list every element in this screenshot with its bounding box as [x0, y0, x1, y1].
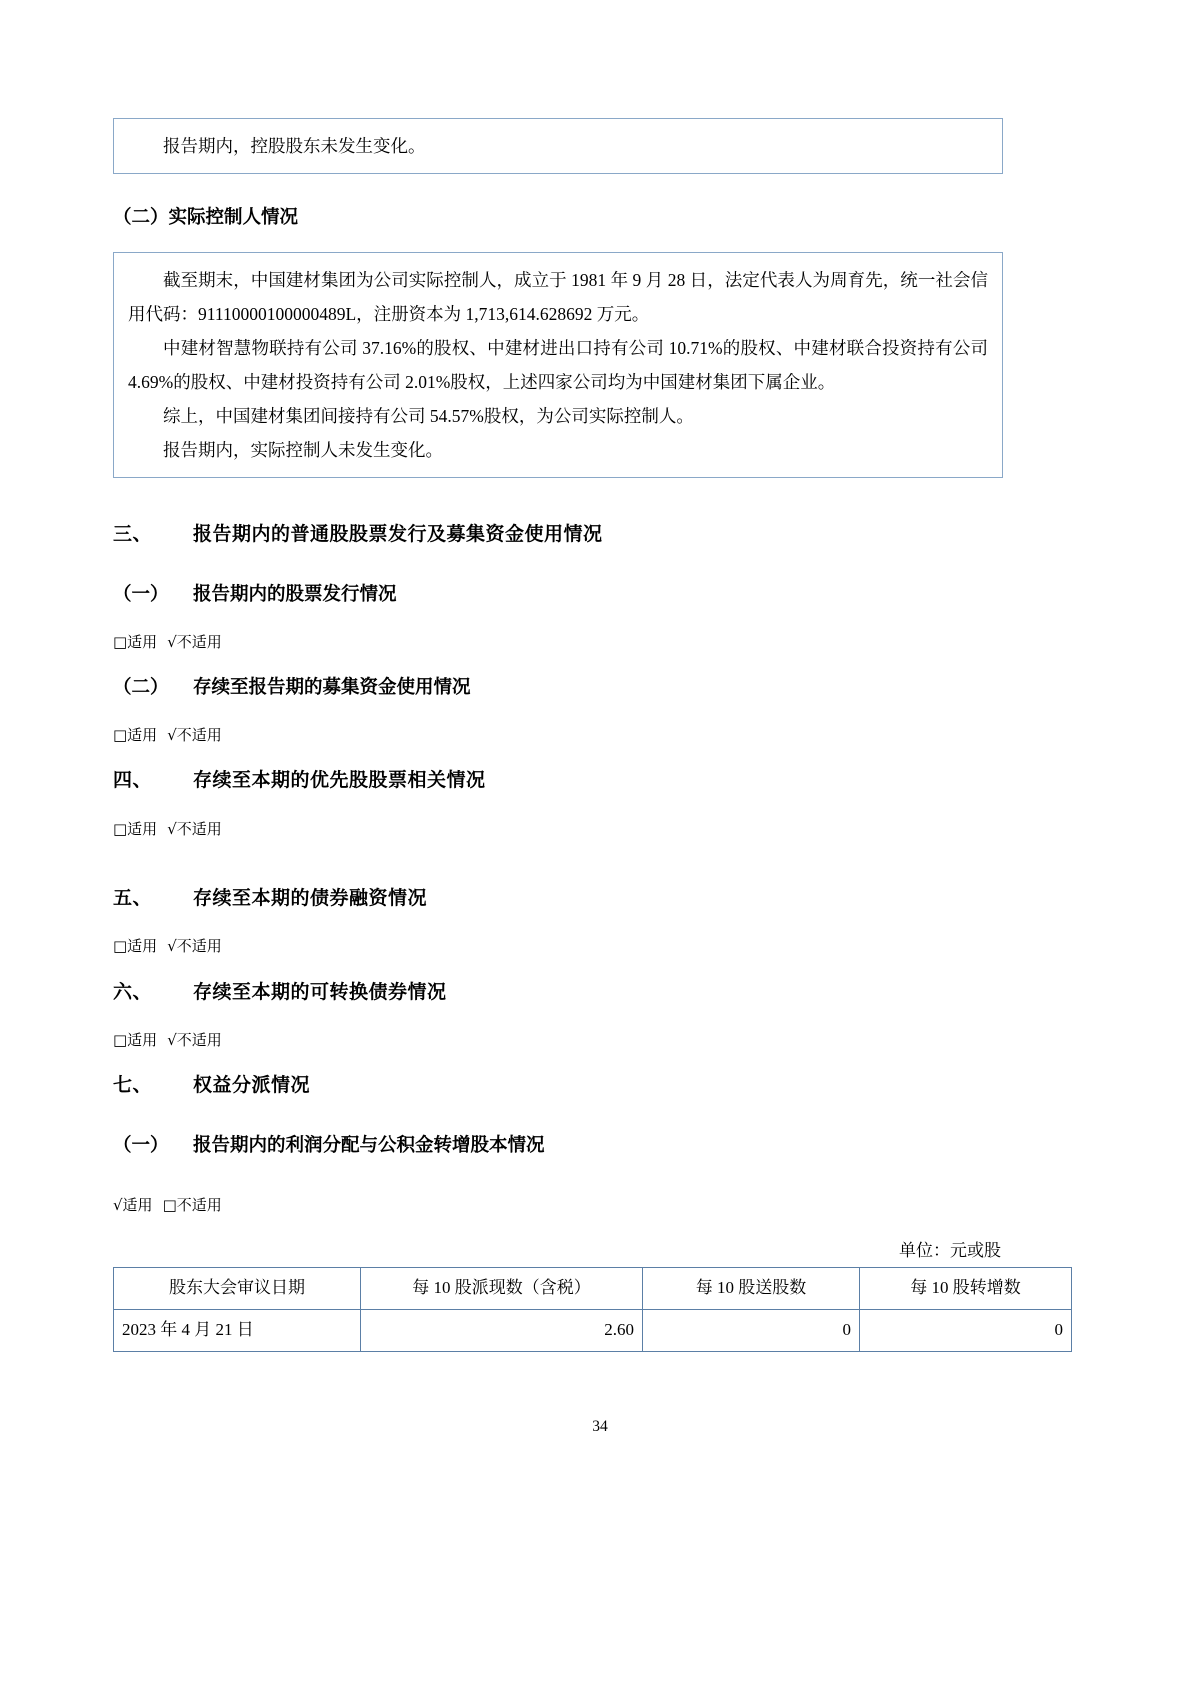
checkbox-not-applicable[interactable]: √不适用: [167, 1030, 222, 1049]
section-seven-sub-one-number: （一）: [113, 1135, 169, 1156]
actual-controller-paragraph-3: 综上，中国建材集团间接持有公司 54.57%股权，为公司实际控制人。: [163, 406, 694, 427]
checkbox-applicable[interactable]: □适用: [113, 1030, 158, 1049]
section-three-sub-two-number: （二）: [113, 677, 169, 698]
page-content: [113, 118, 1063, 1352]
section-six-number: 六、: [113, 981, 153, 1003]
section-six-title: 存续至本期的可转换债券情况: [193, 981, 447, 1003]
section-three-number: 三、: [113, 524, 153, 546]
section-four-applicability: [113, 815, 1003, 842]
section-six-applicability: [113, 1026, 1003, 1053]
section-seven-sub-one-heading: [113, 1132, 1003, 1162]
checkbox-applicable[interactable]: □适用: [113, 937, 158, 956]
section-four-number: 四、: [113, 770, 153, 792]
cell-cash-dividend: 2.60: [361, 1310, 643, 1352]
checkbox-applicable[interactable]: □适用: [113, 726, 158, 745]
section-three-sub-two-title: 存续至报告期的募集资金使用情况: [193, 677, 471, 698]
section-three-sub-one-heading: [113, 581, 1003, 611]
cell-capitalized-shares: 0: [860, 1310, 1072, 1352]
checkbox-applicable[interactable]: □适用: [113, 819, 158, 838]
dividend-distribution-table: [113, 1267, 1072, 1352]
column-header-cash-dividend: 每 10 股派现数（含税）: [361, 1268, 643, 1310]
actual-controller-paragraph-4: 报告期内，实际控制人未发生变化。: [163, 440, 443, 461]
section-seven-title: 权益分派情况: [193, 1075, 311, 1097]
checkbox-applicable[interactable]: □适用: [113, 633, 158, 652]
checkbox-not-applicable[interactable]: √不适用: [167, 937, 222, 956]
checkbox-not-applicable[interactable]: □不适用: [162, 1196, 222, 1215]
section-three-heading: [113, 520, 1003, 550]
page-number: 34: [592, 1418, 608, 1435]
section-three-sub-two-heading: [113, 674, 1003, 704]
section-five-number: 五、: [113, 888, 153, 909]
dividend-table-unit-label: 单位：元或股: [899, 1241, 1001, 1261]
section-seven-sub-one-applicability: [113, 1191, 1003, 1218]
section-three-sub-one-title: 报告期内的股票发行情况: [193, 584, 397, 605]
section-three-title: 报告期内的普通股股票发行及募集资金使用情况: [193, 524, 603, 546]
column-header-meeting-date: 股东大会审议日期: [114, 1268, 361, 1310]
section-four-title: 存续至本期的优先股股票相关情况: [193, 770, 486, 792]
section-five-applicability: [113, 932, 1003, 959]
section-five-title: 存续至本期的债券融资情况: [193, 888, 428, 909]
section-seven-sub-one-title: 报告期内的利润分配与公积金转增股本情况: [193, 1135, 545, 1156]
checkbox-not-applicable[interactable]: √不适用: [167, 819, 222, 838]
checkbox-not-applicable[interactable]: √不适用: [167, 633, 222, 652]
actual-controller-paragraph-1: 截至期末，中国建材集团为公司实际控制人，成立于 1981 年 9 月 28 日，法定代表人为周育先，统一社会信用代码：91110000100000489L，注册资本为 1,713,614.628692 万元。: [128, 269, 988, 324]
table-row: [114, 1310, 1072, 1352]
column-header-capitalized-shares: 每 10 股转增数: [860, 1268, 1072, 1310]
section-three-sub-two-applicability: [113, 721, 1003, 748]
table-header-row: [114, 1268, 1072, 1310]
column-header-bonus-shares: 每 10 股送股数: [643, 1268, 860, 1310]
actual-controller-heading: （二）实际控制人情况: [113, 208, 299, 229]
cell-bonus-shares: 0: [643, 1310, 860, 1352]
section-five-heading: [113, 884, 1003, 914]
section-six-heading: [113, 978, 1003, 1008]
actual-controller-paragraph-2: 中建材智慧物联持有公司 37.16%的股权、中建材进出口持有公司 10.71%的股权、中建材联合投资持有公司 4.69%的股权、中建材投资持有公司 2.01%股权，上述四家公司均为中国建材集团下属企业。: [128, 337, 988, 393]
section-seven-heading: [113, 1071, 1003, 1101]
section-three-sub-one-applicability: [113, 628, 1003, 655]
checkbox-applicable[interactable]: √适用: [113, 1196, 153, 1215]
checkbox-not-applicable[interactable]: √不适用: [167, 726, 222, 745]
section-three-sub-one-number: （一）: [113, 584, 169, 605]
cell-meeting-date: 2023 年 4 月 21 日: [114, 1310, 361, 1352]
controlling-shareholder-note-box: [113, 118, 1003, 174]
section-four-heading: [113, 766, 1003, 796]
controlling-shareholder-note-text: 报告期内，控股股东未发生变化。: [163, 136, 426, 156]
actual-controller-note-box: [113, 252, 1003, 479]
section-seven-number: 七、: [113, 1075, 153, 1097]
